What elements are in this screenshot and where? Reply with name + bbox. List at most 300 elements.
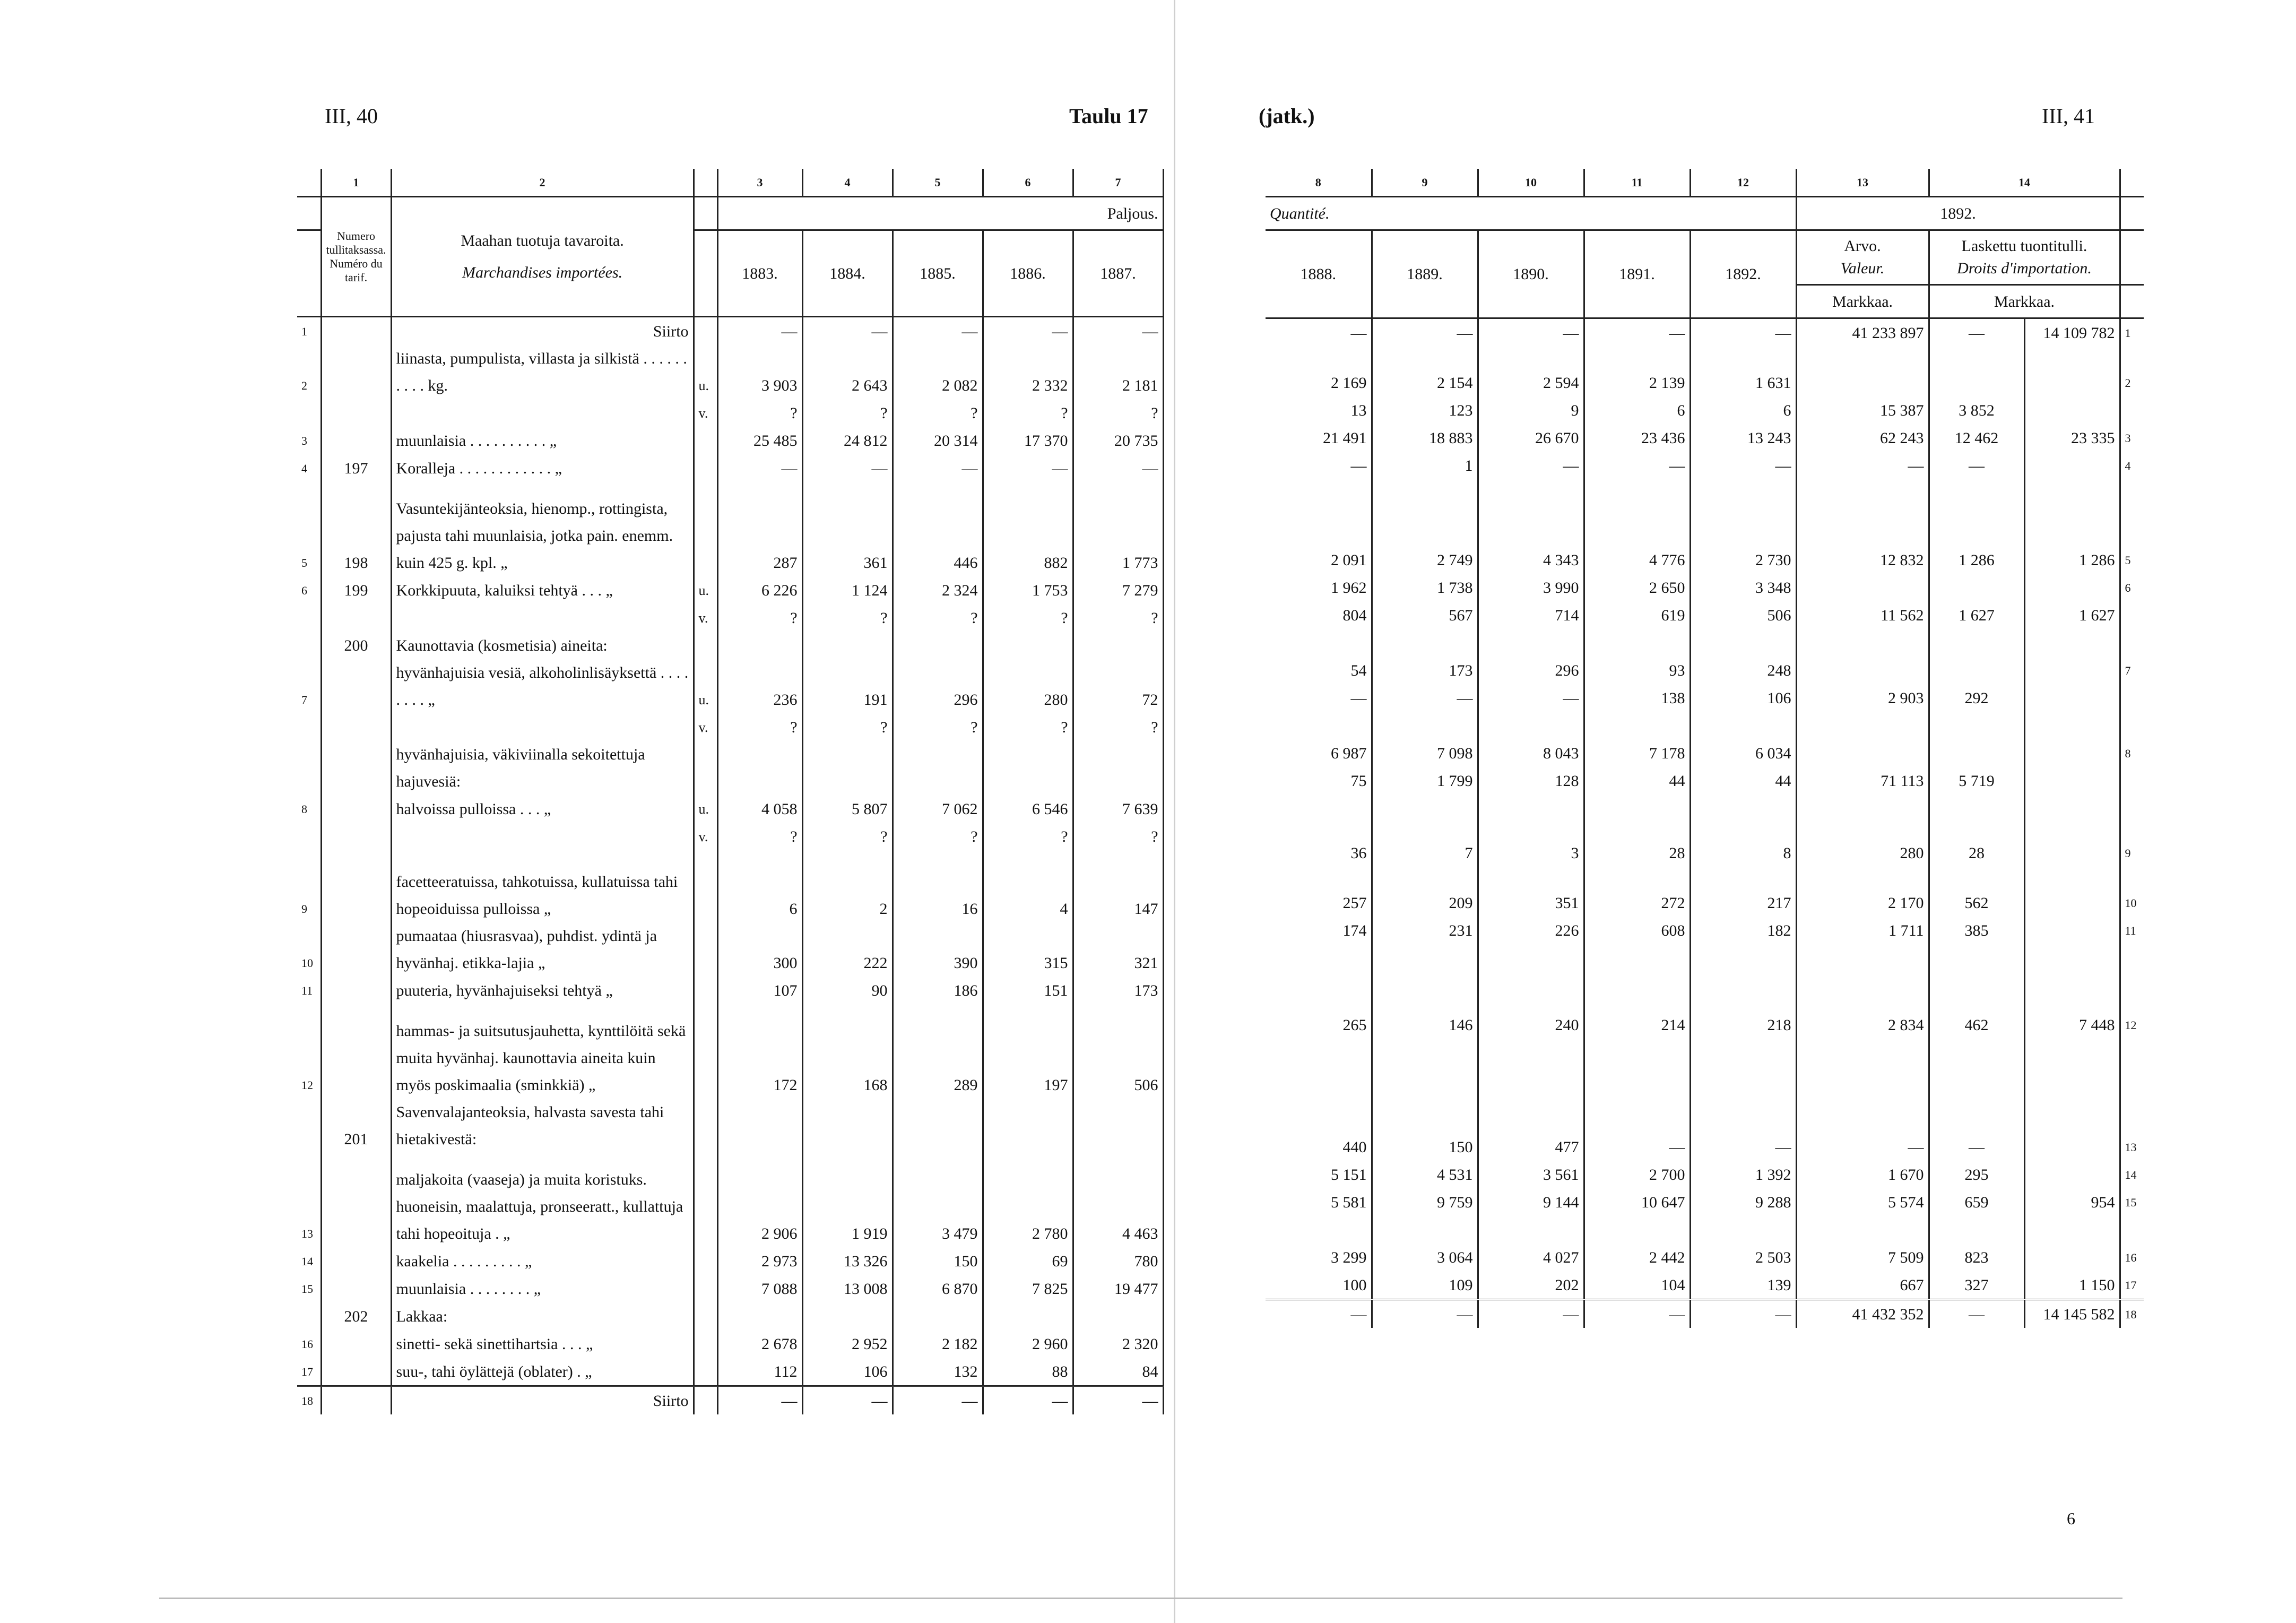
duty-cell (2024, 867, 2120, 917)
quantity-cell: 7 (1372, 795, 1478, 867)
value-cell: — (1796, 1066, 1929, 1161)
quantity-cell: 506 (1690, 601, 1796, 629)
unit-value-marker (694, 1004, 717, 1099)
goods-description: hammas- ja suitsutusjauhetta, kynttilöitä sekä muita hyvänhaj. kaunottavia aineita kuin myös poskimaalia (sminkkiä) „ (391, 1004, 694, 1099)
unit-value-marker (694, 741, 717, 795)
quantity-cell: — (1073, 317, 1163, 346)
quantity-cell: — (893, 1386, 983, 1415)
quantity-cell: 202 (1478, 1271, 1584, 1300)
table-row (1266, 479, 2144, 574)
duty-cell (2024, 739, 2120, 767)
quantity-cell: 168 (802, 1004, 893, 1099)
unit-value-marker (694, 1302, 717, 1330)
quantity-cell (893, 1099, 983, 1153)
tariff-number (321, 345, 391, 399)
unit-value-marker (694, 632, 717, 659)
quantity-cell: 248 (1690, 657, 1796, 684)
quantity-cell (983, 632, 1073, 659)
quantity-cell: 172 (717, 1004, 802, 1099)
goods-description: hyvänhajuisia vesiä, alkoholinlisäyksettä . . . . . . . . „ (391, 659, 694, 713)
quantity-cell: 2 181 (1073, 345, 1163, 399)
quantity-cell (1690, 629, 1796, 657)
table-row (1266, 712, 2144, 739)
table-row (297, 427, 1163, 454)
tariff-number (321, 659, 391, 713)
unit-value-marker (694, 1153, 717, 1247)
quantity-cell: 2 324 (893, 576, 983, 604)
quantity-cell: 13 326 (802, 1247, 893, 1275)
value-cell (1796, 712, 1929, 739)
row-number: 8 (2125, 747, 2131, 760)
tariff-number (321, 427, 391, 454)
row-number (2120, 1216, 2144, 1244)
quantity-cell: 1 124 (802, 576, 893, 604)
quantity-cell: 2 973 (717, 1247, 802, 1275)
unit-value-marker (694, 317, 717, 346)
duty-cell: 327 (1929, 1271, 2024, 1300)
value-cell: — (1796, 452, 1929, 479)
quantity-cell: — (802, 1386, 893, 1415)
quantity-cell: 4 776 (1584, 479, 1690, 574)
quantity-cell (983, 1099, 1073, 1153)
duty-cell (1929, 347, 2024, 396)
quantity-cell: 440 (1266, 1066, 1372, 1161)
row-number: 4 (2125, 459, 2131, 472)
duty-cell: 954 (2024, 1188, 2120, 1216)
quantity-cell: 54 (1266, 657, 1372, 684)
quantity-cell: 1 799 (1372, 767, 1478, 795)
row-number: 10 (297, 922, 321, 977)
row-number: 11 (297, 977, 321, 1004)
quantity-cell: 28 (1584, 795, 1690, 867)
quantity-cell (1266, 1039, 1372, 1066)
table-row (1266, 347, 2144, 396)
quantity-cell: — (1073, 454, 1163, 482)
unit-value-marker (694, 1386, 717, 1415)
duty-cell (1929, 739, 2024, 767)
row-number: 7 (297, 659, 321, 713)
col-num-8: 8 (1266, 169, 1372, 197)
quantity-cell: 21 491 (1266, 424, 1372, 452)
quantity-cell: 100 (1266, 1271, 1372, 1300)
quantity-cell: 106 (1690, 684, 1796, 712)
table-row (297, 576, 1163, 604)
duty-cell: 12 462 (1929, 424, 2024, 452)
quantity-cell: 217 (1690, 867, 1796, 917)
duty-cell: 823 (1929, 1244, 2024, 1271)
quantity-cell (1372, 1039, 1478, 1066)
quantity-cell (1584, 629, 1690, 657)
quantity-cell: 5 151 (1266, 1161, 1372, 1188)
quantity-cell: — (983, 317, 1073, 346)
duty-cell (2024, 767, 2120, 795)
quantity-cell: 7 088 (717, 1275, 802, 1302)
quantity-cell (1073, 1302, 1163, 1330)
quantity-cell: 8 (1690, 795, 1796, 867)
unit-value-marker (694, 922, 717, 977)
table-row (1266, 601, 2144, 629)
quantity-cell (1266, 1216, 1372, 1244)
value-cell: 5 574 (1796, 1188, 1929, 1216)
goods-description: Vasuntekijänteoksia, hienomp., rottingista, pajusta tahi muunlaisia, jotka pain. enemm. kuin 425 g. kpl. „ (391, 482, 694, 576)
year-1891: 1891. (1584, 230, 1690, 318)
quantity-cell: 1 631 (1690, 347, 1796, 396)
quantity-cell: 173 (1073, 977, 1163, 1004)
quantity-cell: — (983, 454, 1073, 482)
quantity-cell (1073, 1099, 1163, 1153)
quantity-cell: 24 812 (802, 427, 893, 454)
quantity-cell: ? (893, 713, 983, 741)
quantity-cell: 2 082 (893, 345, 983, 399)
duty-cell (2024, 684, 2120, 712)
quantity-cell: 19 477 (1073, 1275, 1163, 1302)
quantity-cell: 2 906 (717, 1153, 802, 1247)
duty-cell: 659 (1929, 1188, 2024, 1216)
quantity-cell (1372, 629, 1478, 657)
table-row (297, 632, 1163, 659)
value-cell: 62 243 (1796, 424, 1929, 452)
quantity-cell (802, 1302, 893, 1330)
year-1887: 1887. (1073, 230, 1163, 317)
quantity-cell: — (1478, 684, 1584, 712)
row-number: 13 (2125, 1141, 2137, 1154)
quantity-cell: 222 (802, 922, 893, 977)
duty-cell (2024, 629, 2120, 657)
duty-cell: 1 627 (1929, 601, 2024, 629)
goods-description (391, 399, 694, 427)
quantity-cell: 1 753 (983, 576, 1073, 604)
row-number (2120, 629, 2144, 657)
quantity-cell: 20 314 (893, 427, 983, 454)
quantity-cell: 13 (1266, 396, 1372, 424)
value-cell: 2 903 (1796, 684, 1929, 712)
table-row (1266, 767, 2144, 795)
quantity-cell: — (717, 1386, 802, 1415)
quantity-cell: 9 288 (1690, 1188, 1796, 1216)
unit-value-marker (694, 427, 717, 454)
value-currency: Markkaa. (1796, 285, 1929, 318)
duty-cell (1929, 574, 2024, 601)
quantity-cell: — (1372, 318, 1478, 347)
quantity-cell (717, 1302, 802, 1330)
quantity-cell: 2 780 (983, 1153, 1073, 1247)
col-num-5: 5 (893, 169, 983, 197)
quantity-cell: 3 990 (1478, 574, 1584, 601)
row-number: 12 (2125, 1018, 2137, 1032)
quantity-cell: 218 (1690, 944, 1796, 1039)
quantity-cell: — (893, 317, 983, 346)
quantity-cell: 75 (1266, 767, 1372, 795)
quantity-cell (1478, 712, 1584, 739)
quantity-cell: 315 (983, 922, 1073, 977)
duty-cell (1929, 1039, 2024, 1066)
tariff-number (321, 604, 391, 632)
row-number: 14 (2125, 1168, 2137, 1181)
quantity-cell: ? (983, 823, 1073, 850)
year-1892: 1892. (1690, 230, 1796, 318)
row-number (2120, 396, 2144, 424)
tariff-number-header: Numero tullitaksassa. Numéro du tarif. (321, 197, 391, 317)
quantity-cell: 106 (802, 1358, 893, 1386)
quantity-cell: 7 178 (1584, 739, 1690, 767)
table-row (297, 1386, 1163, 1415)
quantity-cell: 132 (893, 1358, 983, 1386)
duty-cell: 1 627 (2024, 601, 2120, 629)
quantity-cell: 2 594 (1478, 347, 1584, 396)
quantity-cell: 1 738 (1372, 574, 1478, 601)
col-num-11: 11 (1584, 169, 1690, 197)
quantity-cell: 4 463 (1073, 1153, 1163, 1247)
value-cell (1796, 574, 1929, 601)
unit-value-marker: v. (694, 399, 717, 427)
row-number: 12 (297, 1004, 321, 1099)
bottom-edge-line (159, 1598, 2122, 1599)
goods-description: muunlaisia . . . . . . . . . . „ (391, 427, 694, 454)
quantity-cell: ? (717, 604, 802, 632)
year-1889: 1889. (1372, 230, 1478, 318)
row-number: 2 (2125, 376, 2131, 390)
quantity-cell: 4 027 (1478, 1244, 1584, 1271)
duty-header (1929, 230, 2120, 285)
row-number (2120, 712, 2144, 739)
row-number (297, 1302, 321, 1330)
quantity-cell: 2 643 (802, 345, 893, 399)
unit-value-marker (694, 850, 717, 922)
quantity-cell: 10 647 (1584, 1188, 1690, 1216)
value-cell (1796, 347, 1929, 396)
quantity-cell: — (802, 454, 893, 482)
duty-cell (2024, 347, 2120, 396)
quantity-cell: 146 (1372, 944, 1478, 1039)
quantity-cell: 2 139 (1584, 347, 1690, 396)
goods-description: puuteria, hyvänhajuiseksi tehtyä „ (391, 977, 694, 1004)
goods-description: suu-, tahi öylättejä (oblater) . „ (391, 1358, 694, 1386)
duty-cell: — (1929, 1300, 2024, 1328)
quantity-cell (802, 632, 893, 659)
quantity-cell: 90 (802, 977, 893, 1004)
quantity-cell: 150 (893, 1247, 983, 1275)
table-row (1266, 684, 2144, 712)
row-number: 11 (2125, 924, 2136, 937)
quantity-cell: 477 (1478, 1066, 1584, 1161)
table-row (297, 795, 1163, 823)
value-cell: 1 711 (1796, 917, 1929, 944)
quantity-cell (1372, 712, 1478, 739)
quantity-cell: — (1478, 1300, 1584, 1328)
row-number: 17 (297, 1358, 321, 1386)
quantity-cell: 72 (1073, 659, 1163, 713)
quantity-cell: 2 320 (1073, 1330, 1163, 1358)
row-number: 9 (297, 850, 321, 922)
duty-cell (2024, 795, 2120, 867)
tariff-number: 197 (321, 454, 391, 482)
quantity-cell: 300 (717, 922, 802, 977)
quantity-cell (1073, 632, 1163, 659)
row-number: 5 (2125, 554, 2131, 567)
table-row (297, 345, 1163, 399)
duty-cell: 7 448 (2024, 944, 2120, 1039)
quantity-cell: — (1690, 1300, 1796, 1328)
quantity-cell: 780 (1073, 1247, 1163, 1275)
quantity-cell: 265 (1266, 944, 1372, 1039)
quantity-cell: 128 (1478, 767, 1584, 795)
quantity-cell: 2 960 (983, 1330, 1073, 1358)
quantity-cell: 2 169 (1266, 347, 1372, 396)
table-row (297, 659, 1163, 713)
col-num-10: 10 (1478, 169, 1584, 197)
quantity-cell: 150 (1372, 1066, 1478, 1161)
quantity-cell: 13 008 (802, 1275, 893, 1302)
row-number: 15 (2125, 1196, 2137, 1209)
row-number: 16 (297, 1330, 321, 1358)
quantity-cell: — (1478, 452, 1584, 479)
quantity-cell (1690, 1039, 1796, 1066)
quantity-cell: 6 987 (1266, 739, 1372, 767)
row-number (297, 713, 321, 741)
table-row (1266, 739, 2144, 767)
unit-value-marker: u. (694, 576, 717, 604)
right-table-body (1266, 318, 2144, 1328)
value-cell: 280 (1796, 795, 1929, 867)
tariff-number: 201 (321, 1099, 391, 1153)
goods-header (391, 197, 694, 317)
table-row (297, 1330, 1163, 1358)
quantity-cell: — (893, 454, 983, 482)
row-number (2120, 684, 2144, 712)
unit-value-marker (694, 1358, 717, 1386)
tariff-number: 202 (321, 1302, 391, 1330)
table-row (1266, 452, 2144, 479)
quantity-cell: — (1584, 1300, 1690, 1328)
tariff-number (321, 1004, 391, 1099)
table-row (297, 482, 1163, 576)
tariff-number (321, 1275, 391, 1302)
row-number: 1 (2125, 326, 2131, 340)
table-row (1266, 867, 2144, 917)
sheet-number: 6 (2067, 1509, 2075, 1528)
duty-cell: 23 335 (2024, 424, 2120, 452)
goods-description: facetteeratuissa, tahkotuissa, kullatuissa tahi hopeoiduissa pulloissa „ (391, 850, 694, 922)
quantity-cell (1584, 1039, 1690, 1066)
quantity-cell: 197 (983, 1004, 1073, 1099)
quantity-cell: 123 (1372, 396, 1478, 424)
quantity-cell: 2 154 (1372, 347, 1478, 396)
quantity-cell: 7 098 (1372, 739, 1478, 767)
quantity-cell: 4 531 (1372, 1161, 1478, 1188)
quantity-cell: ? (802, 823, 893, 850)
value-cell (1796, 1039, 1929, 1066)
duty-cell (2024, 657, 2120, 684)
quantity-cell: ? (1073, 399, 1163, 427)
quantity-cell: ? (717, 713, 802, 741)
quantity-cell: — (1584, 452, 1690, 479)
quantity-cell: 36 (1266, 795, 1372, 867)
value-cell: 1 670 (1796, 1161, 1929, 1188)
goods-description: Korkkipuuta, kaluiksi tehtyä . . . „ (391, 576, 694, 604)
left-page (297, 169, 1164, 1414)
quantity-cell: 6 546 (983, 795, 1073, 823)
quantity-cell: 289 (893, 1004, 983, 1099)
table-row (297, 922, 1163, 977)
quantity-cell: 214 (1584, 944, 1690, 1039)
quantity-cell: 6 870 (893, 1275, 983, 1302)
goods-description: hyvänhajuisia, väkiviinalla sekoitettuja hajuvesiä: (391, 741, 694, 795)
goods-description (391, 604, 694, 632)
row-number (297, 632, 321, 659)
duty-cell (2024, 1244, 2120, 1271)
right-page (1266, 169, 2144, 1528)
tariff-number (321, 713, 391, 741)
quantity-cell: 3 479 (893, 1153, 983, 1247)
duty-cell: 292 (1929, 684, 2024, 712)
quantity-cell (717, 632, 802, 659)
quantity-cell (1584, 1216, 1690, 1244)
col-num-4: 4 (802, 169, 893, 197)
quantity-cell: 2 (802, 850, 893, 922)
quantity-cell: — (1266, 318, 1372, 347)
value-cell: 41 432 352 (1796, 1300, 1929, 1328)
unit-value-marker (694, 1247, 717, 1275)
value-cell (1796, 1216, 1929, 1244)
quantity-cell: 882 (983, 482, 1073, 576)
duty-cell: 1 286 (1929, 479, 2024, 574)
duty-cell: 14 109 782 (2024, 318, 2120, 347)
quantity-cell: 138 (1584, 684, 1690, 712)
row-number (2120, 767, 2144, 795)
goods-description: kaakelia . . . . . . . . . „ (391, 1247, 694, 1275)
unit-value-marker: v. (694, 604, 717, 632)
tariff-number (321, 317, 391, 346)
duty-cell (2024, 1216, 2120, 1244)
left-table-body (297, 317, 1163, 1415)
quantity-cell: 390 (893, 922, 983, 977)
quantity-cell: — (1690, 1066, 1796, 1161)
table-row (1266, 1188, 2144, 1216)
quantity-cell: 69 (983, 1247, 1073, 1275)
quantity-cell (1266, 629, 1372, 657)
table-row (297, 1302, 1163, 1330)
duty-cell: 1 150 (2024, 1271, 2120, 1300)
duty-cell (2024, 452, 2120, 479)
table-row (1266, 396, 2144, 424)
row-number: 9 (2125, 847, 2131, 860)
quantity-cell: 112 (717, 1358, 802, 1386)
quantity-cell: 506 (1073, 1004, 1163, 1099)
duty-cell (1929, 657, 2024, 684)
quantity-cell (802, 1099, 893, 1153)
duty-cell: — (1929, 452, 2024, 479)
table-row (1266, 657, 2144, 684)
tariff-number: 200 (321, 632, 391, 659)
quantity-cell (893, 632, 983, 659)
table-row (297, 1247, 1163, 1275)
row-number: 14 (297, 1247, 321, 1275)
unit-value-marker (694, 1330, 717, 1358)
row-number: 18 (2120, 1300, 2144, 1328)
duty-cell (2024, 712, 2120, 739)
duty-cell (1929, 712, 2024, 739)
quantity-cell: 240 (1478, 944, 1584, 1039)
quantity-cell: 2 678 (717, 1330, 802, 1358)
quantity-cell: — (1372, 684, 1478, 712)
quantity-cell: 272 (1584, 867, 1690, 917)
quantity-cell: 104 (1584, 1271, 1690, 1300)
year-1892-header: 1892. (1796, 197, 2120, 230)
quantity-cell: 84 (1073, 1358, 1163, 1386)
row-number: 10 (2125, 896, 2137, 910)
quantity-cell: ? (983, 399, 1073, 427)
quantity-cell: 804 (1266, 601, 1372, 629)
